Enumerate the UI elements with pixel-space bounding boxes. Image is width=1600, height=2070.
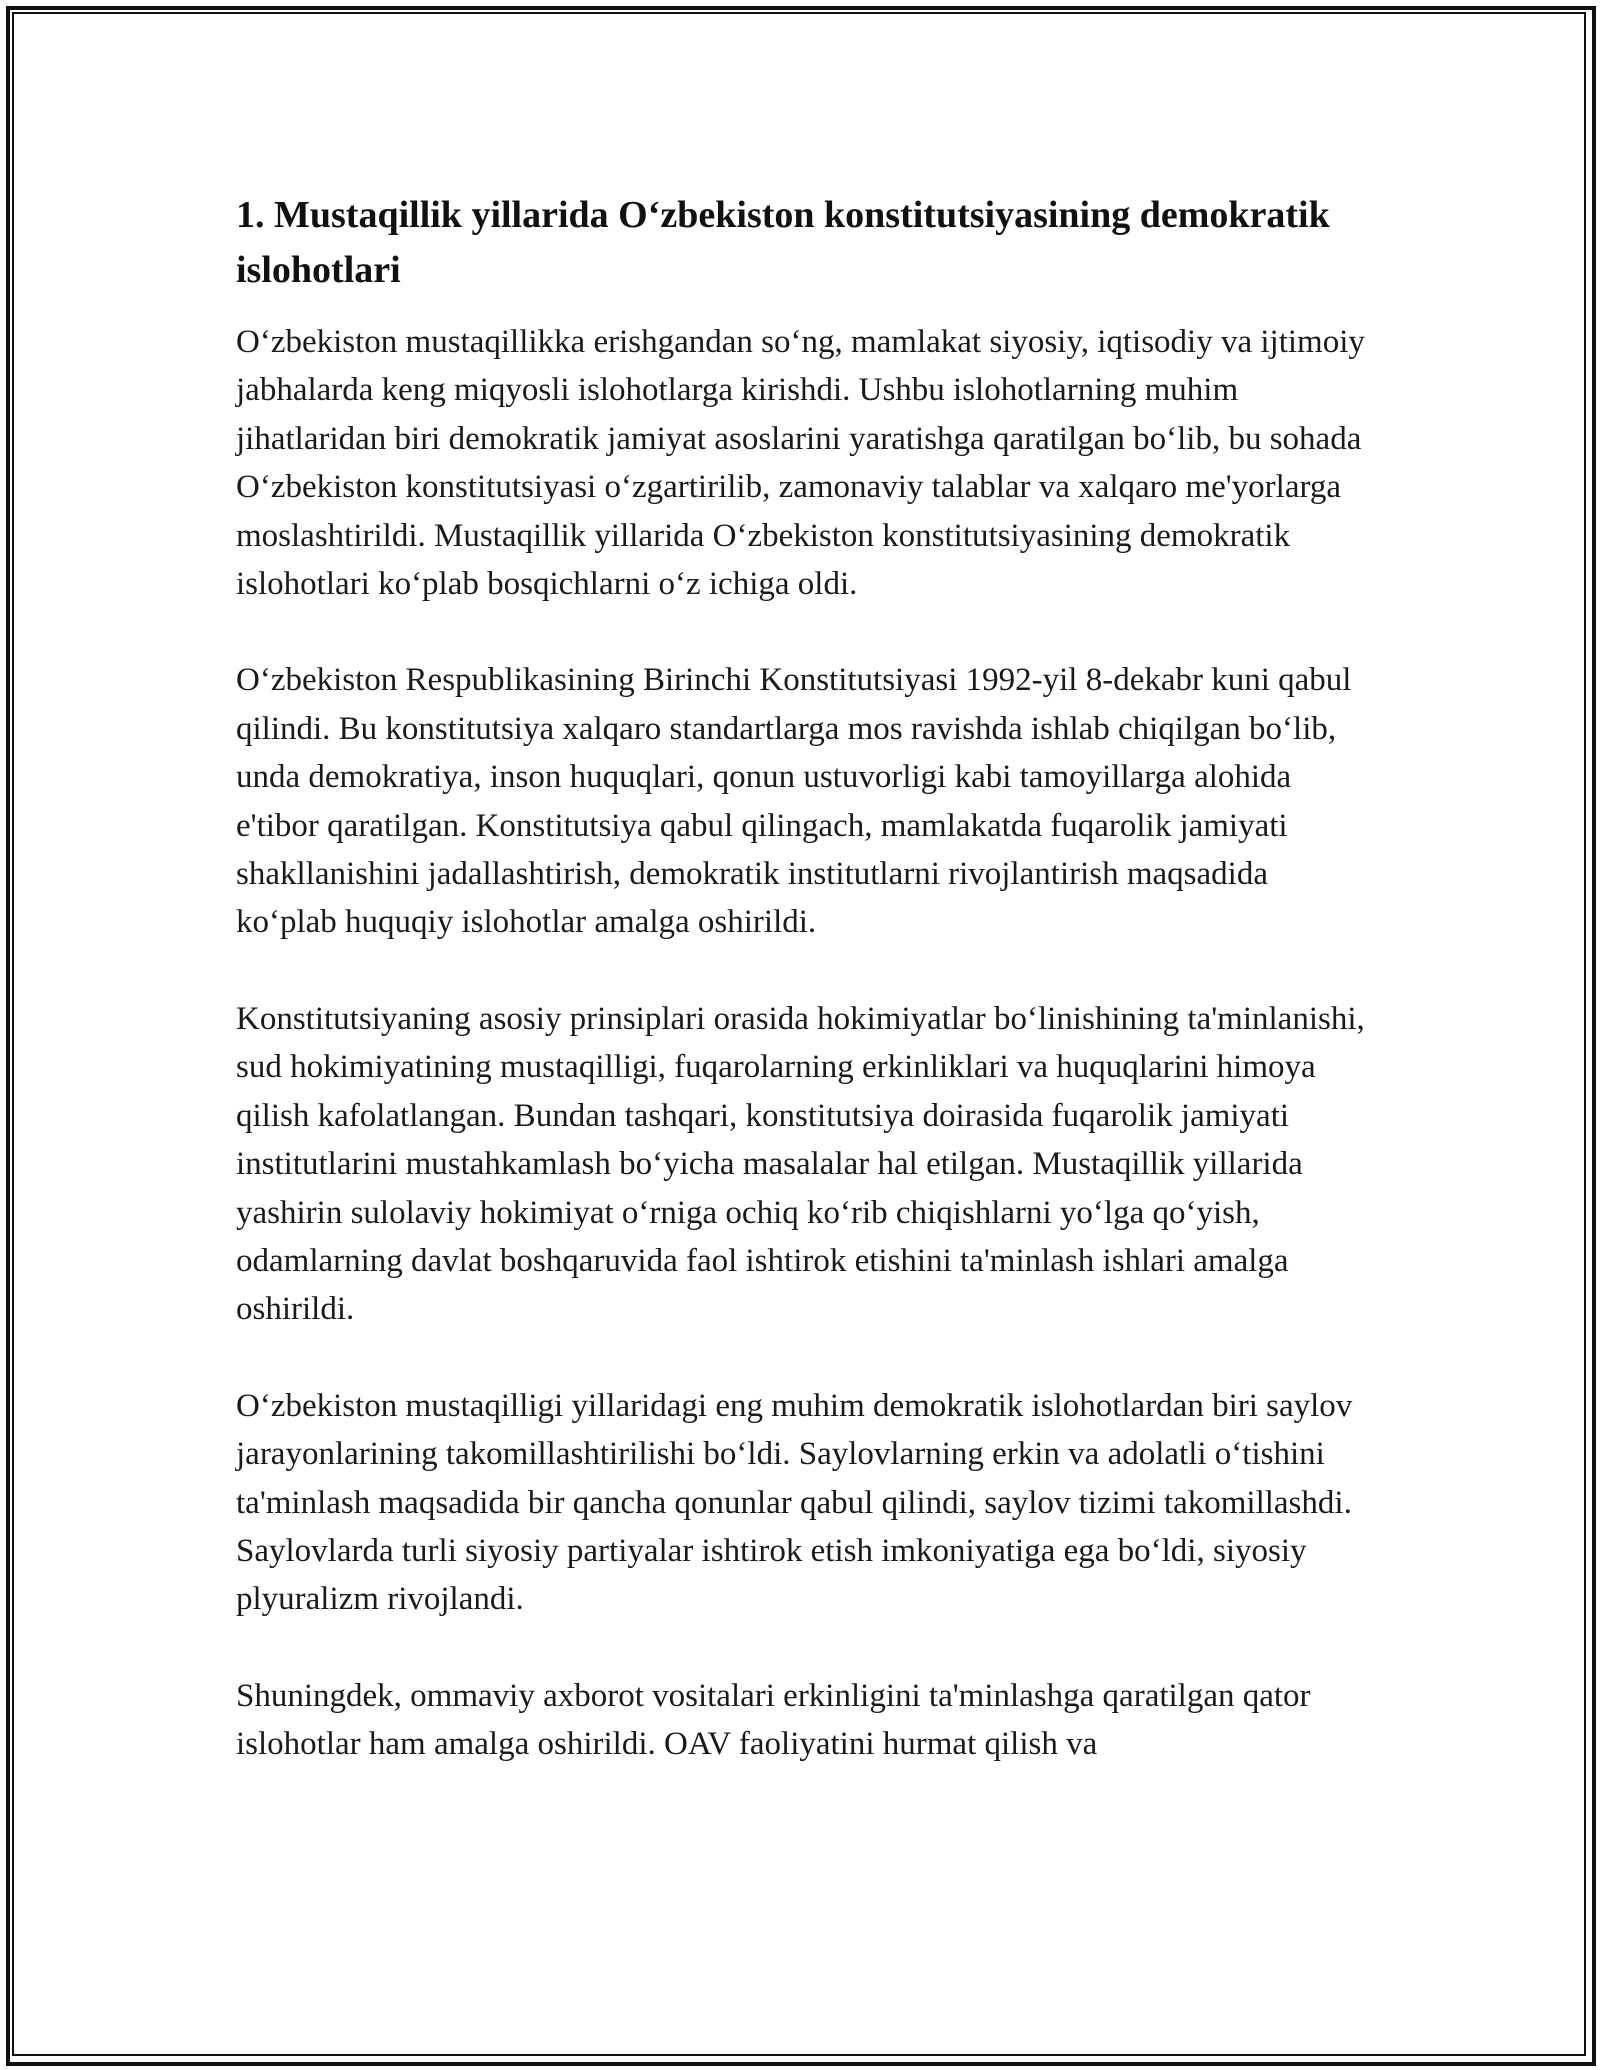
paragraph-5: Shuningdek, ommaviy axborot vositalari erkinligini ta'minlashga qaratilgan qator islohotlar ham amalga oshirildi. OAV faoliyatini hurmat qilish va [236, 1677, 1311, 1763]
paragraph-1: O‘zbekiston mustaqillikka erishgandan so‘ng, mamlakat siyosiy, iqtisodiy va ijtimoiy jabhalarda keng miqyosli islohotlarga kirishdi. Ushbu islohotlarning muhim jihatlaridan biri demokratik jamiyat asoslarini yaratishga qaratilgan bo‘lib, bu sohada O‘zbekiston konstitutsiyasi o‘zgartirilib, zamonaviy talablar va xalqaro me'yorlarga moslashtirildi. Mustaqillik yillarida O‘zbekiston konstitutsiyasining demokratik islohotlari ko‘plab bosqichlarni o‘z ichiga oldi. [236, 324, 1365, 603]
paragraph-3: Konstitutsiyaning asosiy prinsiplari orasida hokimiyatlar bo‘linishining ta'minlanishi, sud hokimiyatining mustaqilligi, fuqarolarning erkinliklari va huquqlarini himoya qilish kafolatlangan. Bundan tashqari, konstitutsiya doirasida fuqarolik jamiyati institutlarini mustahkamlash bo‘yicha masalalar hal etilgan. Mustaqillik yillarida yashirin sulolaviy hokimiyat o‘rniga ochiq ko‘rib chiqishlarni yo‘lga qo‘yish, odamlarning davlat boshqaruvida faol ishtirok etishini ta'minlash ishlari amalga oshirildi. [236, 1000, 1365, 1328]
document-body [236, 188, 1376, 1817]
paragraph-4: O‘zbekiston mustaqilligi yillaridagi eng muhim demokratik islohotlardan biri saylov jarayonlarining takomillashtirilishi bo‘ldi. Saylovlarning erkin va adolatli o‘tishini ta'minlash maqsadida bir qancha qonunlar qabul qilindi, saylov tizimi takomillashdi. Saylovlarda turli siyosiy partiyalar ishtirok etish imkoniyatiga ega bo‘ldi, siyosiy plyuralizm rivojlandi. [236, 1387, 1353, 1618]
paragraph-2: O‘zbekiston Respublikasining Birinchi Konstitutsiyasi 1992-yil 8-dekabr kuni qabul qilindi. Bu konstitutsiya xalqaro standartlarga mos ravishda ishlab chiqilgan bo‘lib, unda demokratiya, inson huquqlari, qonun ustuvorligi kabi tamoyillarga alohida e'tibor qaratilgan. Konstitutsiya qabul qilingach, mamlakatda fuqarolik jamiyati shakllanishini jadallashtirish, demokratik institutlarni rivojlantirish maqsadida ko‘plab huquqiy islohotlar amalga oshirildi. [236, 662, 1352, 941]
page-title: 1. Mustaqillik yillarida O‘zbekiston konstitutsiyasining demokratik islohotlari [236, 194, 1330, 291]
